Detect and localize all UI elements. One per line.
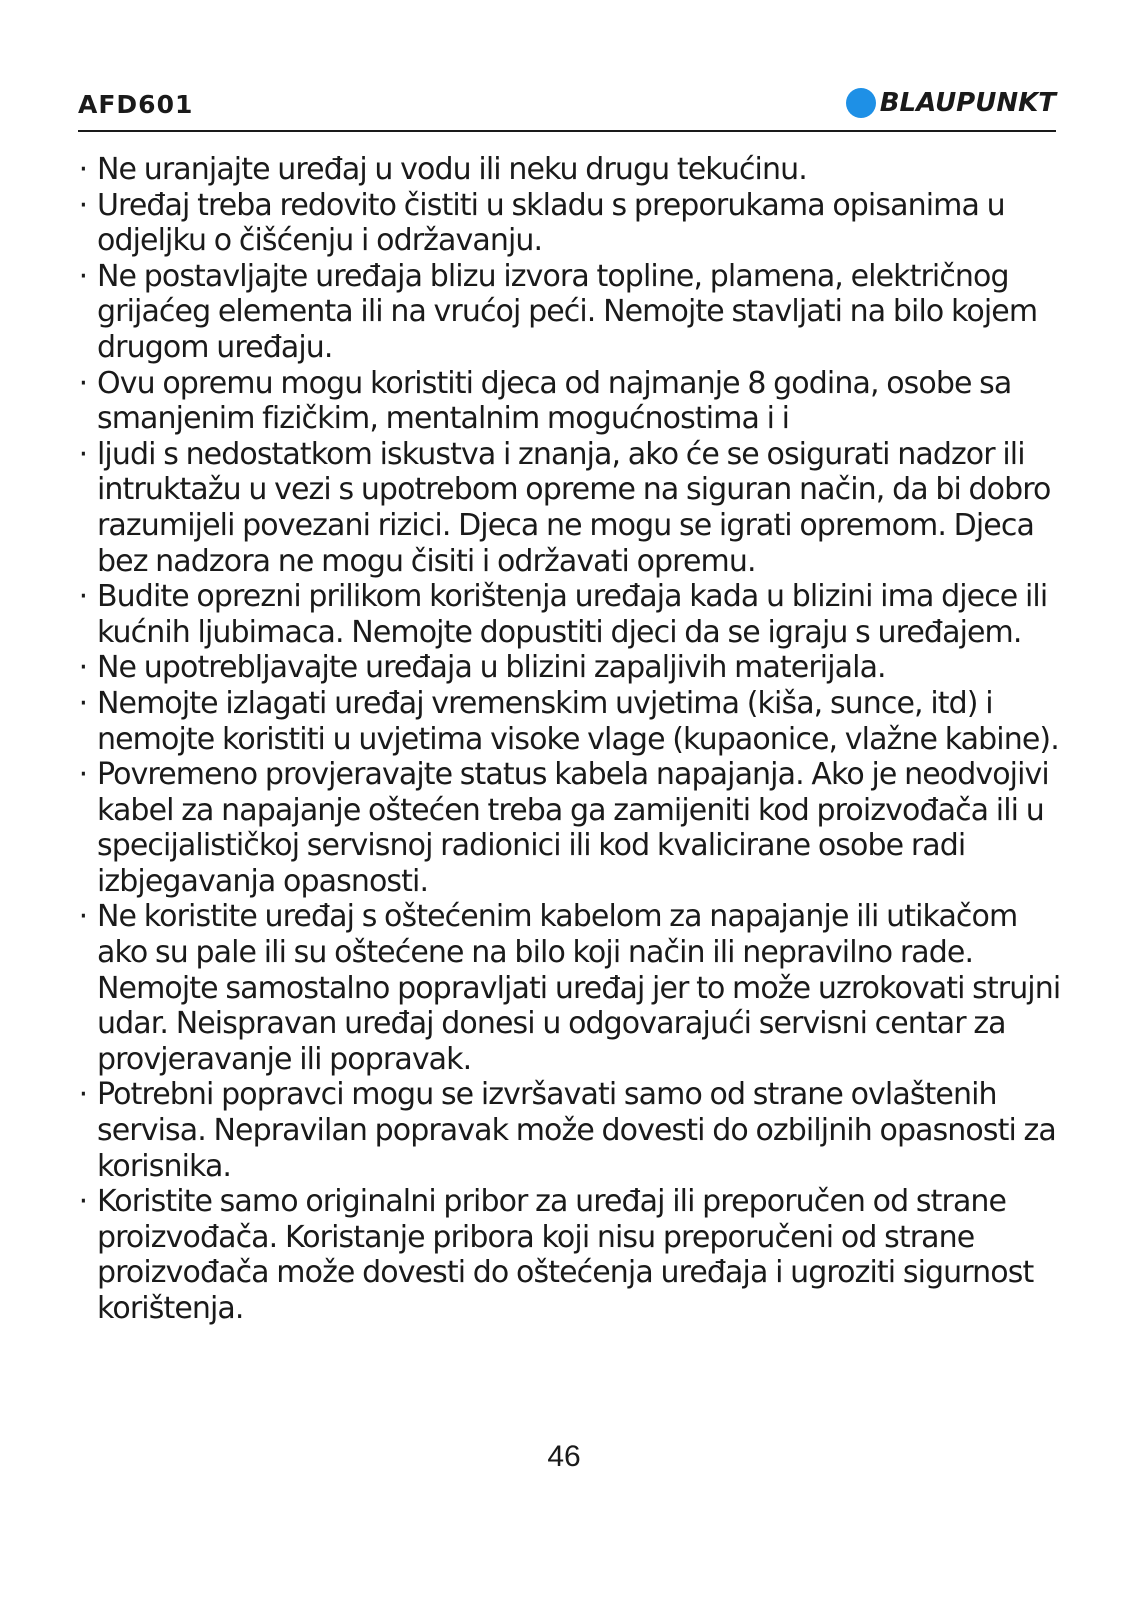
list-item — [74, 579, 1064, 650]
list-item — [74, 686, 1064, 757]
list-item — [74, 1077, 1064, 1184]
model-number: AFD601 — [78, 90, 194, 119]
list-item-text: Ne koristite uređaj s oštećenim kabelom za napajanje ili utikačom ako su pale ili su oštećene na bilo koji način ili nepravilno rade. Nemojte samostalno popravljati uređaj jer to može uzrokovati strujni udar. Neispravan uređaj donesi u odgovarajući servisni centar za provjeravanje ili popravak. — [97, 899, 1061, 1077]
bullet: · — [78, 757, 88, 793]
brand-logo — [846, 88, 1056, 118]
list-item — [74, 1184, 1064, 1326]
list-item-text: ljudi s nedostatkom iskustva i znanja, ako će se osigurati nadzor ili intruktažu u vezi s upotrebom opreme na siguran način, da bi dobro razumijeli povezani rizici. Djeca ne mogu se igrati opremom. Djeca bez nadzora ne mogu čisiti i održavati opremu. — [97, 436, 1051, 579]
list-item-text: Povremeno provjeravajte status kabela napajanja. Ako je neodvojivi kabel za napajanje oštećen treba ga zamijeniti kod proizvođača ili u specijalističkoj servisnoj radionici ili kod kvalicirane osobe radi izbjegavanja opasnosti. — [97, 757, 1049, 899]
list-item-text: Ovu opremu mogu koristiti djeca od najmanje 8 godina, osobe sa smanjenim fizičkim, mentalnim mogućnostima i i — [97, 365, 1012, 437]
bullet: · — [78, 187, 88, 223]
bullet: · — [78, 1077, 88, 1113]
list-item — [74, 188, 1064, 259]
list-item — [74, 259, 1064, 366]
bullet: · — [78, 258, 88, 294]
list-item-text: Nemojte izlagati uređaj vremenskim uvjetima (kiša, sunce, itd) i nemojte koristiti u uvjetima visoke vlage (kupaonice, vlažne kabine). — [97, 685, 1059, 757]
bullet: · — [78, 436, 88, 472]
list-item-text: Koristite samo originalni pribor za uređaj ili preporučen od strane proizvođača. Koristanje pribora koji nisu preporučeni od strane proizvođača može dovesti do oštećenja uređaja i ugroziti sigurnost korištenja. — [97, 1184, 1034, 1326]
list-item-text: Ne uranjajte uređaj u vodu ili neku drugu tekućinu. — [97, 152, 807, 187]
list-item-text: Ne postavljajte uređaja blizu izvora topline, plamena, električnog grijaćeg elementa ili na vrućoj peći. Nemojte stavljati na bilo kojem drugom uređaju. — [97, 258, 1038, 365]
bullet: · — [78, 579, 88, 615]
bullet: · — [78, 899, 88, 935]
list-item-text: Potrebni popravci mogu se izvršavati samo od strane ovlaštenih servisa. Nepravilan popravak može dovesti do ozbiljnih opasnosti za korisnika. — [97, 1077, 1056, 1184]
list-item — [74, 437, 1064, 579]
list-item-text: Ne upotrebljavajte uređaja u blizini zapaljivih materijala. — [97, 650, 886, 686]
brand-dot-icon — [846, 88, 876, 118]
list-item-text: Uređaj treba redovito čistiti u skladu s preporukama opisanima u odjeljku o čišćenju i održavanju. — [97, 187, 1005, 259]
bullet: · — [78, 365, 88, 401]
page-number: 46 — [547, 1440, 581, 1473]
bullet: · — [78, 650, 88, 686]
list-item — [74, 152, 1064, 188]
safety-instructions-list — [74, 152, 1064, 1327]
bullet: · — [78, 152, 88, 187]
list-item — [74, 650, 1064, 686]
list-item — [74, 366, 1064, 437]
list-item — [74, 757, 1064, 899]
bullet: · — [78, 1184, 88, 1220]
bullet: · — [78, 685, 88, 721]
page-header — [78, 86, 1056, 132]
list-item — [74, 899, 1064, 1077]
list-item-text: Budite oprezni prilikom korištenja uređaja kada u blizini ima djece ili kućnih ljubimaca. Nemojte dopustiti djeci da se igraju s uređajem. — [97, 579, 1048, 650]
brand-name: BLAUPUNKT — [879, 88, 1056, 118]
